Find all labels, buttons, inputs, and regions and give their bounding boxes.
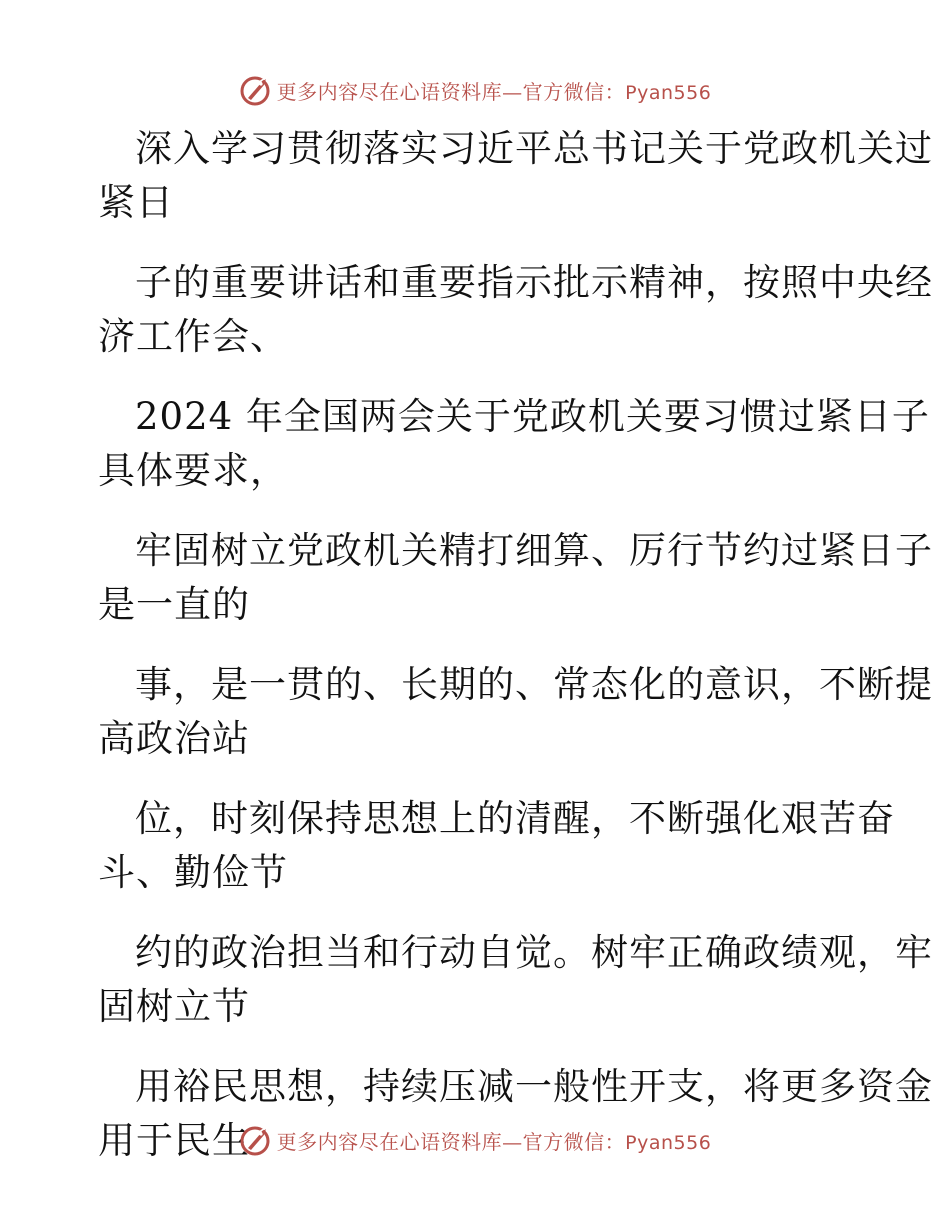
pen-nib-logo-icon <box>239 1123 273 1157</box>
paragraph <box>98 792 895 900</box>
paragraph <box>98 524 933 632</box>
footer-banner <box>0 1120 950 1160</box>
paragraph <box>98 122 933 230</box>
paragraph-line: 位，时刻保持思想上的清醒，不断强化艰苦奋 <box>135 797 895 840</box>
header-banner <box>0 70 950 110</box>
paragraph-line: 是一直的 <box>98 583 250 626</box>
paragraph <box>98 390 930 498</box>
paragraph-line: 事，是一贯的、长期的、常态化的意识，不断提 <box>135 663 933 706</box>
paragraph <box>98 926 933 1034</box>
paragraph-line: 子的重要讲话和重要指示批示精神，按照中央经 <box>135 261 933 304</box>
paragraph-line: 深入学习贯彻落实习近平总书记关于党政机关过 <box>135 127 933 170</box>
footer-wechat-id: Pyan556 <box>625 1131 712 1154</box>
paragraph-line: 牢固树立党政机关精打细算、厉行节约过紧日子 <box>135 529 933 572</box>
paragraph-line: 约的政治担当和行动自觉。树牢正确政绩观，牢 <box>135 931 933 974</box>
paragraph <box>98 658 933 766</box>
paragraph-line: 2024 年全国两会关于党政机关要习惯过紧日子 <box>135 395 930 438</box>
paragraph-line: 用于民生 <box>98 1119 250 1162</box>
paragraph-line: 济工作会、 <box>98 315 288 358</box>
paragraph-line: 斗、勤俭节 <box>98 851 288 894</box>
footer-banner-text: 更多内容尽在心语资料库—官方微信：Pyan556 <box>276 1129 712 1154</box>
paragraph-line: 具体要求， <box>98 449 288 492</box>
document-body <box>98 122 933 1194</box>
pen-nib-logo-icon <box>239 73 273 107</box>
paragraph <box>98 256 933 364</box>
header-banner-text: 更多内容尽在心语资料库—官方微信：Pyan556 <box>276 79 712 104</box>
paragraph-line: 固树立节 <box>98 985 250 1028</box>
paragraph-line: 紧日 <box>98 181 174 224</box>
paragraph-line: 高政治站 <box>98 717 250 760</box>
paragraph-line: 用裕民思想，持续压减一般性开支，将更多资金 <box>135 1065 933 1108</box>
header-wechat-id: Pyan556 <box>625 81 712 104</box>
